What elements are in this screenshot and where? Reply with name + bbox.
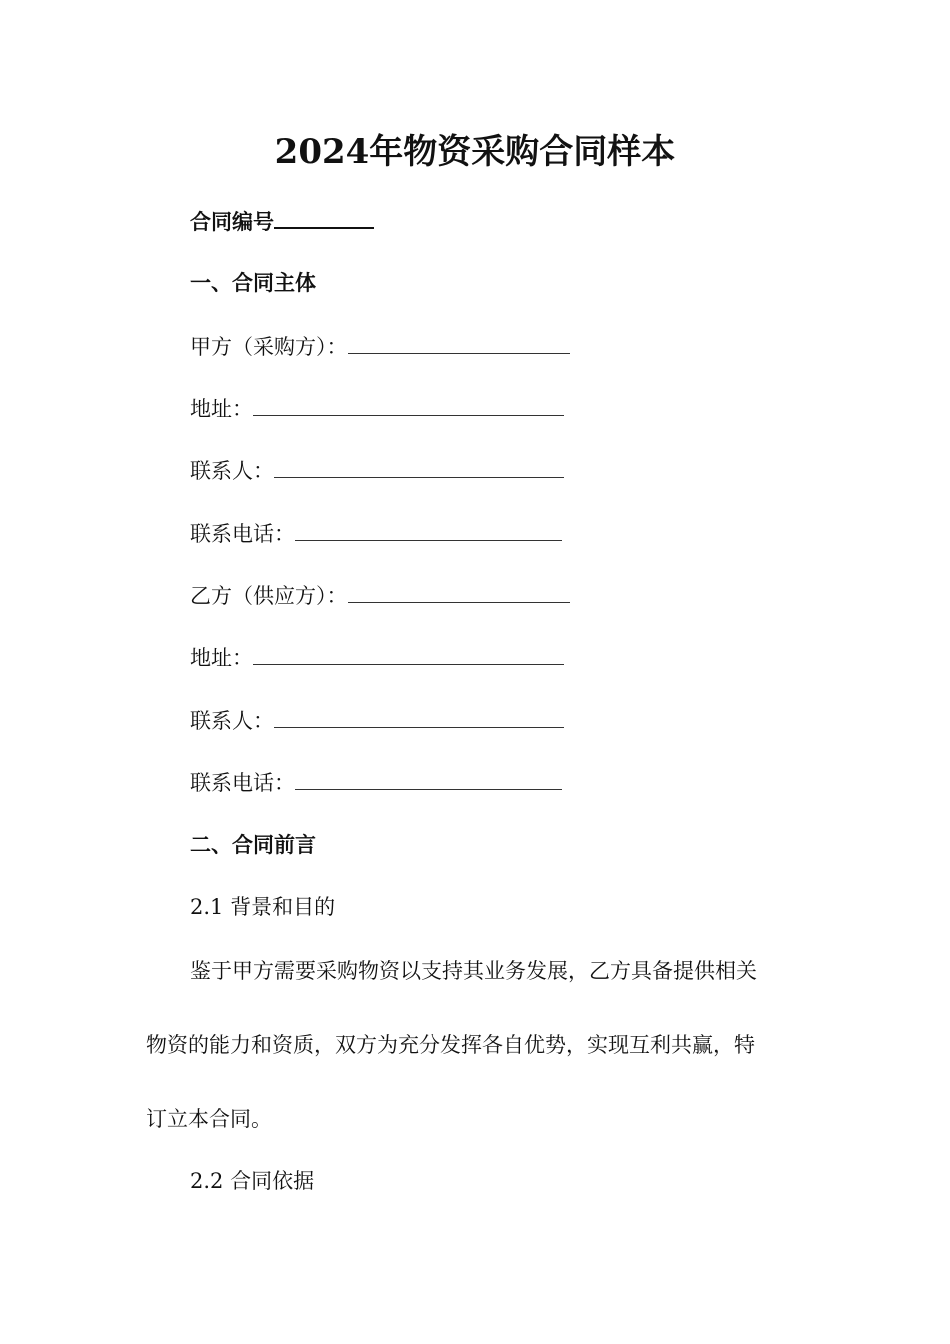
party-b-contact-row [190, 705, 564, 736]
document-title: 2024年物资采购合同样本 [274, 132, 676, 172]
party-b-address-label: 地址： [190, 646, 253, 670]
contract-number-label: 合同编号 [190, 209, 274, 234]
party-a-blank[interactable] [348, 331, 570, 354]
subsection-2-1-heading: 2.1 背景和目的 [190, 895, 336, 919]
party-b-contact-blank[interactable] [274, 705, 564, 728]
party-b-contact-label: 联系人： [190, 709, 274, 733]
background-paragraph [146, 956, 816, 1134]
subsection-2-2-heading: 2.2 合同依据 [190, 1169, 315, 1193]
paragraph-line: 物资的能力和资质，双方为充分发挥各自优势，实现互利共赢，特 [146, 1033, 755, 1057]
party-b-blank[interactable] [348, 580, 570, 603]
contract-number-row [190, 205, 374, 237]
party-b-phone-row [190, 767, 562, 798]
party-a-address-label: 地址： [190, 397, 253, 421]
party-a-row [190, 331, 570, 362]
contract-number-blank[interactable] [274, 205, 374, 229]
party-a-phone-row [190, 518, 562, 549]
party-b-address-blank[interactable] [253, 642, 564, 665]
section1-heading: 一、合同主体 [190, 270, 316, 295]
party-a-address-blank[interactable] [253, 393, 564, 416]
party-b-phone-label: 联系电话： [190, 771, 295, 795]
paragraph-line: 鉴于甲方需要采购物资以支持其业务发展，乙方具备提供相关 [190, 959, 757, 983]
party-a-contact-blank[interactable] [274, 455, 564, 478]
party-a-phone-label: 联系电话： [190, 522, 295, 546]
party-a-phone-blank[interactable] [295, 518, 562, 541]
party-a-contact-row [190, 455, 564, 486]
party-a-address-row [190, 393, 564, 424]
party-a-contact-label: 联系人： [190, 459, 274, 483]
party-b-label: 乙方（供应方）： [190, 584, 348, 608]
party-a-label: 甲方（采购方）： [190, 335, 348, 359]
paragraph-line: 订立本合同。 [146, 1107, 272, 1131]
party-b-address-row [190, 642, 564, 673]
party-b-phone-blank[interactable] [295, 767, 562, 790]
section2-heading: 二、合同前言 [190, 832, 316, 857]
party-b-row [190, 580, 570, 611]
